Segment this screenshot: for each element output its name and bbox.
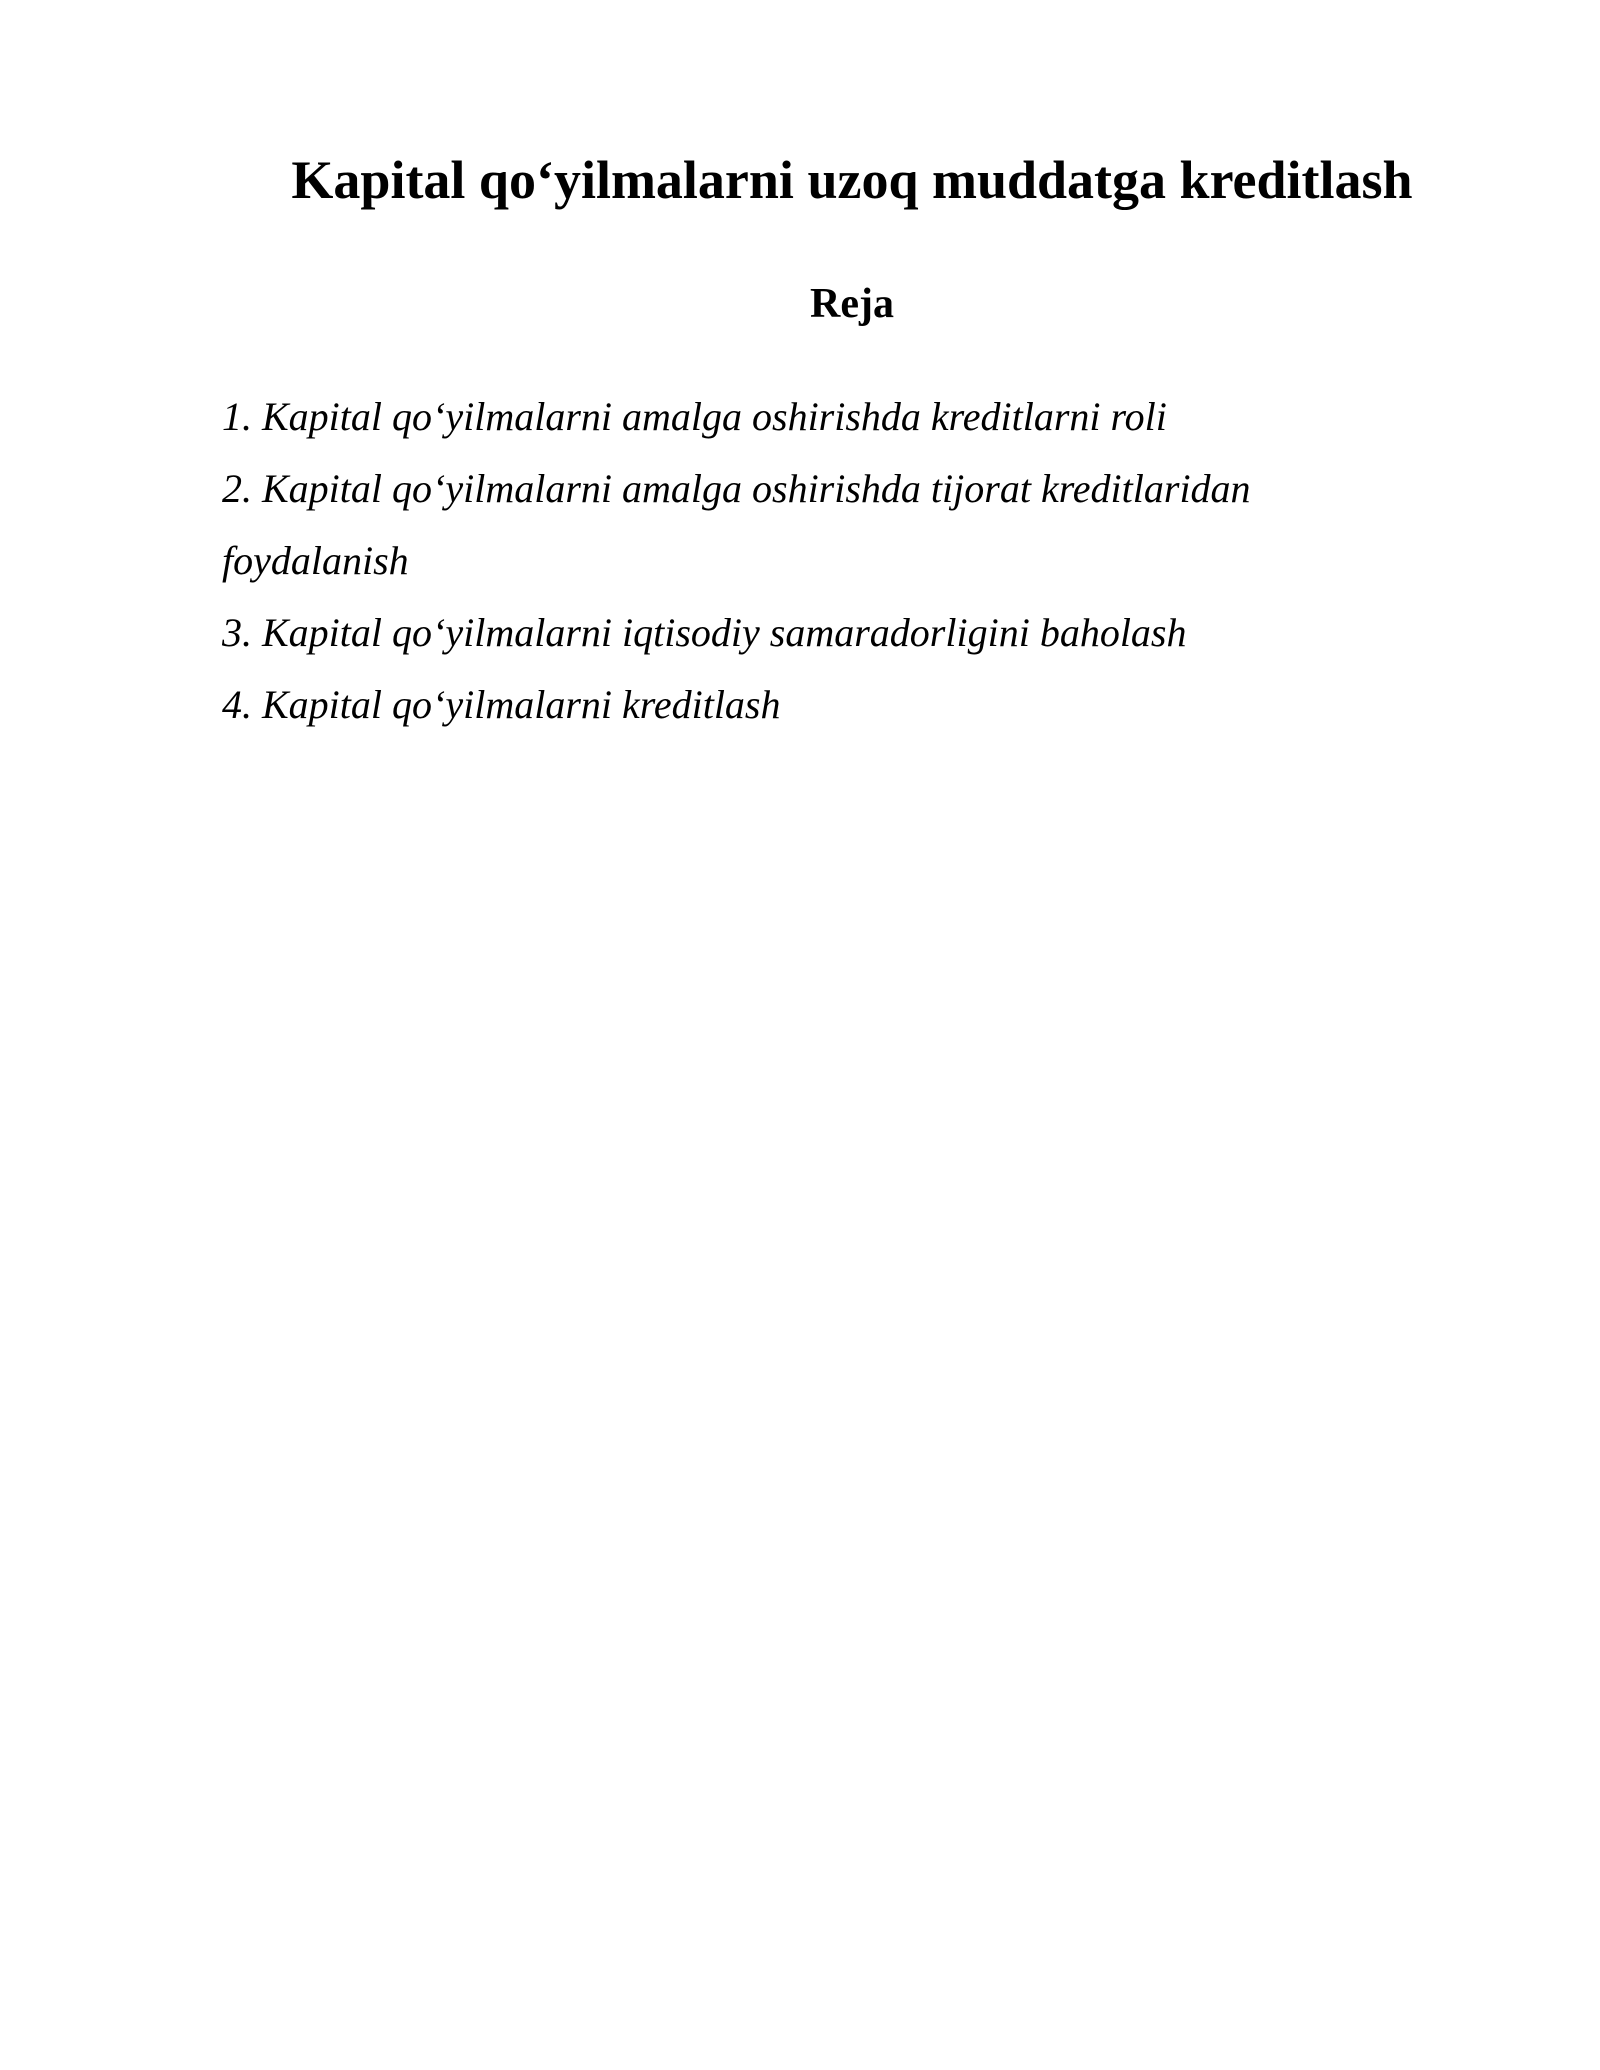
plan-item: 1. Kapital qo‘yilmalarni amalga oshirishda kreditlarni roli (222, 394, 1167, 439)
plan-item: 3. Kapital qo‘yilmalarni iqtisodiy samaradorligini baholash (222, 610, 1187, 655)
plan-item: 2. Kapital qo‘yilmalarni amalga oshirishda tijorat kreditlaridan foydalanish (222, 466, 1251, 583)
plan-list (222, 381, 1422, 741)
plan-heading: Reja (810, 281, 894, 327)
document-title: Kapital qo‘yilmalarni uzoq muddatga kreditlash (291, 150, 1413, 210)
plan-item: 4. Kapital qo‘yilmalarni kreditlash (222, 682, 781, 727)
